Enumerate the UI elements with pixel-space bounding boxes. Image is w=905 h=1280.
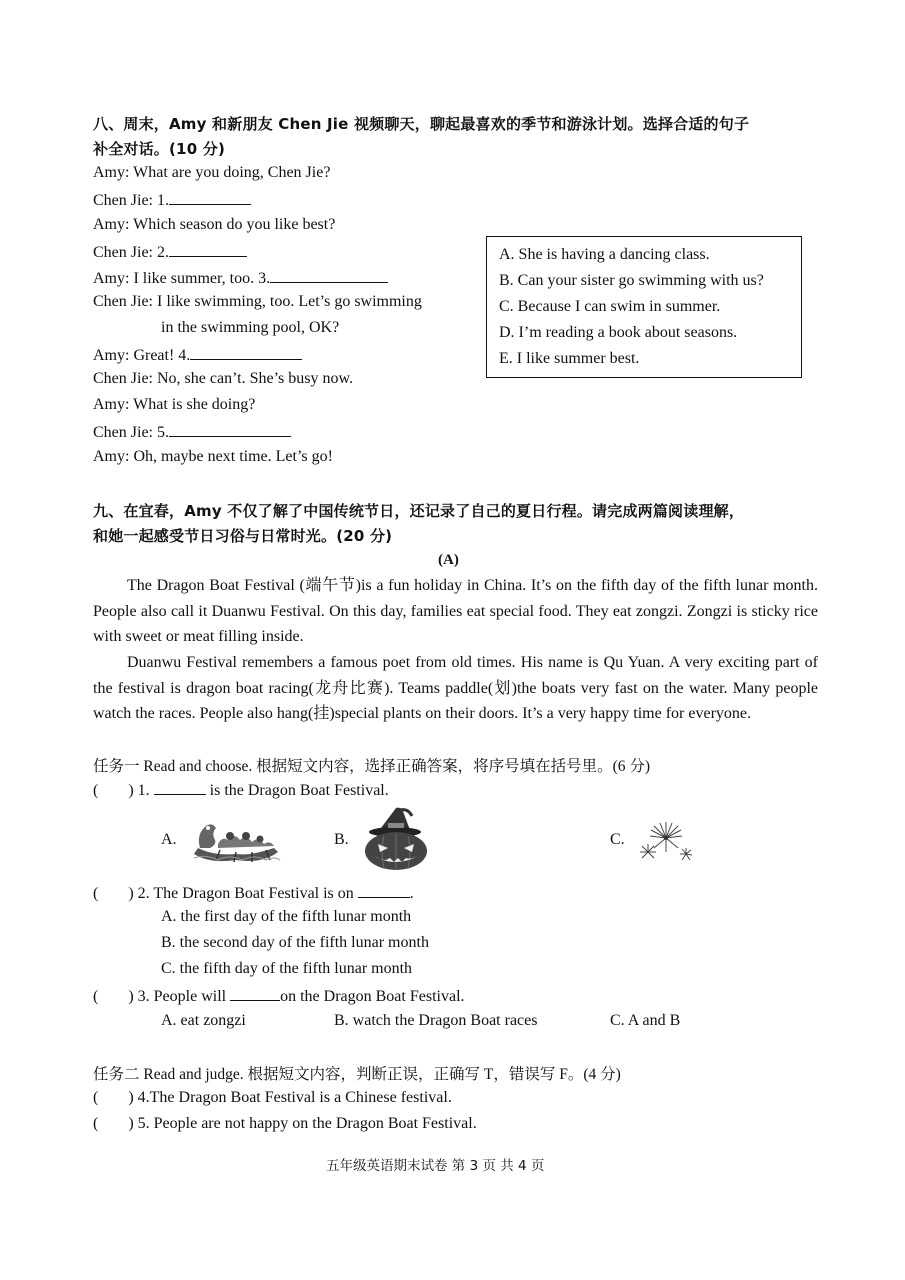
task1-instruction: 任务一 Read and choose. 根据短文内容，选择正确答案，将序号填在括号里。(6 分) [93, 758, 651, 775]
options-box [486, 236, 802, 378]
q1-blank [154, 780, 206, 795]
section8-title-line1: 八、周末，Amy 和新朋友 Chen Jie 视频聊天，聊起最喜欢的季节和游泳计划。选择合适的句子 [93, 115, 750, 133]
q2-option-b: B. the second day of the fifth lunar month [161, 934, 429, 951]
question-3: ( ) 3. People will on the Dragon Boat Festival. [93, 988, 465, 1005]
passage-label: (A) [438, 552, 459, 568]
passage-paragraph-1: The Dragon Boat Festival (端午节)is a fun holiday in China. It’s on the fifth day of the fifth lunar month. People also call it Duanwu Festival. On this day, families eat special food. They eat zongzi. Zongzi is sticky rice with sweet or meat filling inside. [93, 577, 818, 646]
dialogue-line-10: Chen Jie: 5. [93, 422, 291, 442]
dialogue-line-4: Chen Jie: 2. [93, 242, 247, 262]
answer-paren-1[interactable] [98, 781, 128, 795]
dialogue-line-2: Chen Jie: 1. [93, 190, 251, 210]
dragon-boat-icon[interactable] [190, 814, 282, 866]
q2-option-a: A. the first day of the fifth lunar month [161, 908, 412, 925]
answer-blank-5[interactable] [169, 422, 291, 437]
answer-blank-3[interactable] [270, 268, 388, 283]
dialogue-line-8: Chen Jie: No, she can’t. She’s busy now. [93, 370, 353, 387]
question-5: ( ) 5. People are not happy on the Dragon Boat Festival. [93, 1115, 477, 1132]
section9-title-line2: 和她一起感受节日习俗与日常时光。(20 分) [93, 527, 393, 545]
q3-option-b: B. watch the Dragon Boat races [334, 1012, 538, 1029]
q1-option-c-label: C. [610, 831, 625, 848]
option-a: A. She is having a dancing class. [499, 246, 710, 263]
option-d: D. I’m reading a book about seasons. [499, 324, 738, 341]
dialogue-line-3: Amy: Which season do you like best? [93, 216, 336, 233]
dialogue-line-1: Amy: What are you doing, Chen Jie? [93, 164, 331, 181]
page-footer: 五年级英语期末试卷 第 3 页 共 4 页 [326, 1158, 545, 1174]
answer-blank-2[interactable] [169, 242, 247, 257]
section9-title-line1: 九、在宜春，Amy 不仅了解了中国传统节日，还记录了自己的夏日行程。请完成两篇阅读理解， [93, 502, 745, 520]
answer-paren-3[interactable] [98, 987, 128, 1001]
option-c: C. Because I can swim in summer. [499, 298, 721, 315]
question-4: ( ) 4.The Dragon Boat Festival is a Chinese festival. [93, 1089, 452, 1106]
q3-blank [230, 986, 280, 1001]
q1-option-a-label: A. [161, 831, 177, 848]
dialogue-line-6: Chen Jie: I like swimming, too. Let’s go swimming [93, 293, 422, 310]
option-e: E. I like summer best. [499, 350, 640, 367]
pumpkin-hat-icon[interactable] [360, 806, 432, 872]
passage-paragraph-2: Duanwu Festival remembers a famous poet from old times. His name is Qu Yuan. A very exciting part of the festival is dragon boat racing(龙舟比赛). Teams paddle(划)the boats very fast on the water. Many people watch the races. People also hang(挂)special plants on their doors. It’s a very happy time for everyone. [93, 654, 818, 723]
dialogue-line-9: Amy: What is she doing? [93, 396, 256, 413]
answer-blank-1[interactable] [169, 190, 251, 205]
fireworks-icon[interactable] [636, 818, 696, 864]
dialogue-line-6b: in the swimming pool, OK? [161, 319, 340, 336]
dialogue-line-7: Amy: Great! 4. [93, 345, 302, 365]
dialogue-line-5: Amy: I like summer, too. 3. [93, 268, 388, 288]
q3-option-a: A. eat zongzi [161, 1012, 246, 1029]
answer-paren-2[interactable] [98, 884, 128, 898]
q3-option-c: C. A and B [610, 1012, 681, 1029]
answer-paren-4[interactable] [98, 1088, 128, 1102]
question-2: ( ) 2. The Dragon Boat Festival is on . [93, 885, 414, 902]
answer-blank-4[interactable] [190, 345, 302, 360]
task2-instruction: 任务二 Read and judge. 根据短文内容，判断正误，正确写 T，错误写 F。(4 分) [93, 1066, 621, 1083]
q2-blank [358, 883, 410, 898]
option-b: B. Can your sister go swimming with us? [499, 272, 764, 289]
question-1: ( ) 1. is the Dragon Boat Festival. [93, 782, 389, 799]
section8-title-line2: 补全对话。(10 分) [93, 140, 226, 158]
dialogue-line-11: Amy: Oh, maybe next time. Let’s go! [93, 448, 333, 465]
q1-option-b-label: B. [334, 831, 349, 848]
answer-paren-5[interactable] [98, 1114, 128, 1128]
q2-option-c: C. the fifth day of the fifth lunar month [161, 960, 413, 977]
